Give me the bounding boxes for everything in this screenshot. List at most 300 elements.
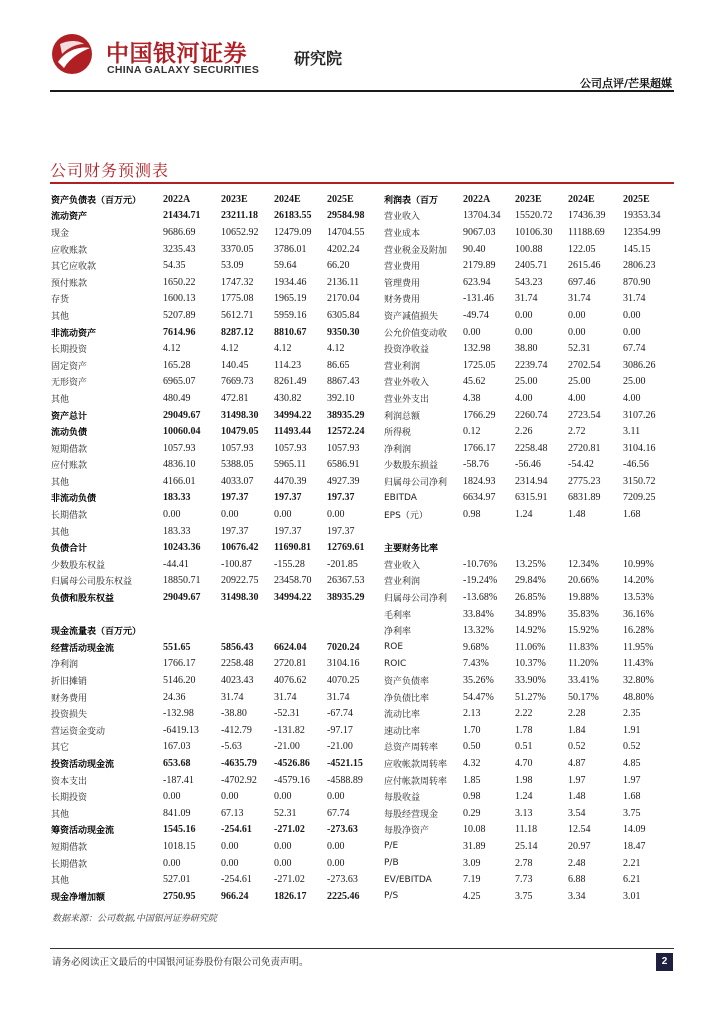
row-label: 资产负债率 — [384, 677, 430, 688]
cell-value: 7.19 — [463, 874, 481, 886]
cell-value: 18850.71 — [163, 575, 201, 587]
row-label: 营业收入 — [384, 212, 421, 223]
cell-value: -4579.16 — [274, 774, 310, 786]
table-row — [51, 506, 381, 523]
cell-value: 9350.30 — [327, 326, 360, 338]
cell-value: 19353.34 — [623, 210, 661, 222]
row-label: 所得税 — [384, 428, 412, 439]
cell-value: 0.12 — [463, 426, 481, 438]
cell-value: 1650.22 — [163, 276, 196, 288]
footer-disclaimer: 请务必阅读正文最后的中国银河证券股份有限公司免责声明。 — [52, 957, 309, 968]
row-label: 负债和股东权益 — [51, 594, 115, 605]
cell-value: 2314.94 — [515, 475, 548, 487]
row-label: EV/EBITDA — [384, 874, 432, 885]
cell-value: 870.90 — [623, 276, 651, 288]
row-label: 每股经营现金 — [384, 809, 439, 820]
cell-value: 6624.04 — [274, 641, 307, 653]
cell-value: 4470.39 — [274, 475, 307, 487]
cell-value: 0.00 — [568, 326, 586, 338]
cell-value: 1.85 — [463, 774, 481, 786]
right-financial-table — [384, 191, 674, 905]
cell-value: 2.26 — [515, 426, 533, 438]
cell-value: 2025E — [623, 193, 650, 205]
table-row — [384, 208, 674, 225]
cell-value: 2.28 — [568, 708, 586, 720]
page-number: 2 — [656, 953, 673, 971]
row-label: 折旧摊销 — [51, 677, 88, 688]
cell-value: 2723.54 — [568, 409, 601, 421]
cell-value: 9067.03 — [463, 226, 496, 238]
cell-value: 5388.05 — [221, 459, 254, 471]
cell-value: -52.31 — [274, 708, 300, 720]
row-label: 负债合计 — [51, 544, 88, 555]
cell-value: 132.98 — [463, 343, 491, 355]
cell-value: 2702.54 — [568, 359, 601, 371]
row-label: 每股收益 — [384, 793, 421, 804]
cell-value: 114.23 — [274, 359, 302, 371]
table-row — [51, 274, 381, 291]
cell-value: 35.26% — [463, 675, 494, 687]
cell-value: 100.88 — [515, 243, 543, 255]
cell-value: -4521.15 — [327, 757, 363, 769]
row-label: 营业费用 — [384, 262, 421, 273]
cell-value: 197.37 — [221, 492, 249, 504]
table-row — [384, 855, 674, 872]
cell-value: 14704.55 — [327, 226, 365, 238]
cell-value: 3104.16 — [327, 658, 360, 670]
cell-value: 26367.53 — [327, 575, 365, 587]
cell-value: 0.00 — [163, 509, 181, 521]
cell-value: 14.92% — [515, 625, 546, 637]
cell-value: 1747.32 — [221, 276, 254, 288]
cell-value: 86.65 — [327, 359, 350, 371]
cell-value: 10676.42 — [221, 542, 259, 554]
cell-value: 4.12 — [221, 343, 239, 355]
cell-value: 1775.08 — [221, 293, 254, 305]
cell-value: -97.17 — [327, 724, 353, 736]
cell-value: 0.00 — [515, 326, 533, 338]
cell-value: 0.00 — [568, 309, 586, 321]
cell-value — [327, 622, 381, 639]
cell-value: -58.76 — [463, 459, 489, 471]
cell-value: 32.80% — [623, 675, 654, 687]
cell-value: 4.12 — [274, 343, 292, 355]
table-row — [51, 705, 381, 722]
cell-value: 18.47 — [623, 840, 646, 852]
cell-value: 5207.89 — [163, 309, 196, 321]
cell-value: 0.00 — [327, 840, 345, 852]
cell-value: 4836.10 — [163, 459, 196, 471]
cell-value: 11.83% — [568, 641, 599, 653]
row-label: 净负债比率 — [384, 693, 430, 704]
row-label: 应收账款 — [51, 245, 88, 256]
cell-value: 6831.89 — [568, 492, 601, 504]
cell-value: 1725.05 — [463, 359, 496, 371]
cell-value: 0.00 — [623, 309, 641, 321]
cell-value: 17436.39 — [568, 210, 606, 222]
cell-value: 4.00 — [515, 392, 533, 404]
row-label: 长期投资 — [51, 793, 88, 804]
row-label: 无形资产 — [51, 378, 88, 389]
cell-value: 0.00 — [221, 509, 239, 521]
table-row — [51, 440, 381, 457]
cell-value: 12354.99 — [623, 226, 661, 238]
left-financial-table — [51, 191, 381, 905]
row-label: 其他 — [51, 311, 70, 322]
cell-value: 54.35 — [163, 260, 186, 272]
cell-value: 2258.48 — [515, 442, 548, 454]
cell-value: 67.74 — [623, 343, 646, 355]
cell-value: 183.33 — [163, 525, 191, 537]
cell-value: -10.76% — [463, 558, 498, 570]
cell-value: 4076.62 — [274, 675, 307, 687]
cell-value: -271.02 — [274, 874, 305, 886]
table-row — [384, 523, 674, 540]
table-row — [384, 639, 674, 656]
cell-value: 11.06% — [515, 641, 546, 653]
cell-value: 10.08 — [463, 824, 486, 836]
cell-value: -4526.86 — [274, 757, 310, 769]
cell-value: 0.00 — [274, 857, 292, 869]
row-label: 应付帐款周转率 — [384, 776, 448, 787]
cell-value: 4927.39 — [327, 475, 360, 487]
table-row — [51, 556, 381, 573]
cell-value: -131.82 — [274, 724, 305, 736]
cell-value: 165.28 — [163, 359, 191, 371]
cell-value: 0.00 — [274, 791, 292, 803]
cell-value: 35.83% — [568, 608, 599, 620]
row-label: 其他 — [51, 527, 70, 538]
row-label: 财务费用 — [384, 295, 421, 306]
cell-value: 1.98 — [515, 774, 533, 786]
table-row — [51, 855, 381, 872]
row-label: 营业成本 — [384, 228, 421, 239]
table-row — [51, 755, 381, 772]
table-row — [51, 357, 381, 374]
cell-value: 31498.30 — [221, 592, 259, 604]
cell-value: 10060.04 — [163, 426, 201, 438]
table-row — [51, 722, 381, 739]
cell-value: 0.00 — [623, 326, 641, 338]
cell-value: 0.98 — [463, 509, 481, 521]
table-row — [51, 208, 381, 225]
cell-value — [163, 606, 221, 623]
row-label: 现金 — [51, 228, 70, 239]
cell-value: 11690.81 — [274, 542, 311, 554]
table-row — [384, 705, 674, 722]
cell-value: 24.36 — [163, 691, 186, 703]
cell-value: 197.37 — [327, 492, 355, 504]
cell-value: -67.74 — [327, 708, 353, 720]
cell-value: 6586.91 — [327, 459, 360, 471]
table-row — [384, 274, 674, 291]
cell-value: 3.75 — [515, 890, 533, 902]
table-row — [384, 423, 674, 440]
cell-value: 9.68% — [463, 641, 489, 653]
cell-value: 31.74 — [515, 293, 538, 305]
table-row — [51, 871, 381, 888]
row-label: 资产负债表（百万元） — [51, 195, 142, 206]
cell-value: 10106.30 — [515, 226, 553, 238]
cell-value: -38.80 — [221, 708, 247, 720]
table-row — [384, 440, 674, 457]
cell-value: 2024E — [568, 193, 595, 205]
cell-value: 7.43% — [463, 658, 489, 670]
cell-value: 52.31 — [274, 807, 297, 819]
cell-value: 4.00 — [568, 392, 586, 404]
cell-value: 7614.96 — [163, 326, 196, 338]
cell-value: 1934.46 — [274, 276, 307, 288]
row-label: 存货 — [51, 295, 70, 306]
cell-value: 11.95% — [623, 641, 654, 653]
cell-value: 12769.61 — [327, 542, 365, 554]
cell-value: 51.27% — [515, 691, 546, 703]
cell-value: -6419.13 — [163, 724, 199, 736]
table-row — [51, 423, 381, 440]
row-label: 营业外支出 — [384, 394, 430, 405]
cell-value: 16.28% — [623, 625, 654, 637]
cell-value: 1766.17 — [163, 658, 196, 670]
cell-value: 4166.01 — [163, 475, 196, 487]
cell-value — [623, 539, 674, 556]
cell-value — [463, 523, 515, 540]
cell-value: 11188.69 — [568, 226, 605, 238]
cell-value: 19.88% — [568, 592, 599, 604]
cell-value: 2720.81 — [568, 442, 601, 454]
cell-value: 1.24 — [515, 791, 533, 803]
row-label: 非流动负债 — [51, 494, 97, 505]
cell-value: 0.00 — [163, 791, 181, 803]
cell-value: 11.20% — [568, 658, 599, 670]
cell-value: -273.63 — [327, 824, 358, 836]
table-row — [384, 539, 674, 556]
section-title: 公司财务预测表 — [50, 161, 170, 180]
cell-value: 7669.73 — [221, 376, 254, 388]
cell-value — [221, 622, 274, 639]
cell-value: 38935.29 — [327, 592, 365, 604]
cell-value: 1.97 — [623, 774, 641, 786]
row-label: 其它应收款 — [51, 262, 97, 273]
table-row — [384, 622, 674, 639]
table-row — [51, 606, 381, 623]
table-row — [384, 689, 674, 706]
table-row — [51, 523, 381, 540]
table-row — [384, 291, 674, 308]
table-row — [384, 374, 674, 391]
table-row — [51, 539, 381, 556]
cell-value: 14.20% — [623, 575, 654, 587]
cell-value: 8867.43 — [327, 376, 360, 388]
cell-value: 29049.67 — [163, 409, 201, 421]
row-label: 毛利率 — [384, 610, 412, 621]
cell-value: 1965.19 — [274, 293, 307, 305]
cell-value: 48.80% — [623, 691, 654, 703]
row-label: 速动比率 — [384, 726, 421, 737]
cell-value: 8287.12 — [221, 326, 254, 338]
row-label: 每股净资产 — [384, 826, 430, 837]
cell-value: 3235.43 — [163, 243, 196, 255]
cell-value: 5146.20 — [163, 675, 196, 687]
cell-value: 31.74 — [274, 691, 297, 703]
cell-value: 20.66% — [568, 575, 599, 587]
cell-value — [274, 622, 327, 639]
cell-value — [568, 539, 623, 556]
row-label: 长期投资 — [51, 345, 88, 356]
cell-value: 7209.25 — [623, 492, 656, 504]
table-row — [384, 191, 674, 208]
cell-value: 13704.34 — [463, 210, 501, 222]
cell-value: 3107.26 — [623, 409, 656, 421]
row-label: 营运资金变动 — [51, 726, 106, 737]
cell-value: 25.14 — [515, 840, 538, 852]
cell-value: 31.74 — [327, 691, 350, 703]
row-label: 投资净收益 — [384, 345, 430, 356]
row-label: 财务费用 — [51, 693, 88, 704]
cell-value: 3086.26 — [623, 359, 656, 371]
cell-value — [327, 606, 381, 623]
row-label: P/E — [384, 841, 399, 852]
table-row — [384, 390, 674, 407]
cell-value — [163, 622, 221, 639]
cell-value: 34994.22 — [274, 592, 312, 604]
table-row — [51, 291, 381, 308]
cell-value: 33.41% — [568, 675, 599, 687]
cell-value: 21434.71 — [163, 210, 201, 222]
cell-value: 2258.48 — [221, 658, 254, 670]
cell-value: -44.41 — [163, 558, 189, 570]
table-row — [51, 639, 381, 656]
table-row — [51, 407, 381, 424]
cell-value: 472.81 — [221, 392, 249, 404]
cell-value: 4.00 — [623, 392, 641, 404]
table-row — [51, 772, 381, 789]
cell-value — [623, 523, 674, 540]
cell-value: 1824.93 — [463, 475, 496, 487]
cell-value: 527.01 — [163, 874, 191, 886]
cell-value: -131.46 — [463, 293, 494, 305]
cell-value: 34.89% — [515, 608, 546, 620]
cell-value: -100.87 — [221, 558, 252, 570]
table-row — [51, 838, 381, 855]
cell-value: 167.03 — [163, 741, 191, 753]
table-row — [51, 589, 381, 606]
row-label: 其他 — [51, 394, 70, 405]
cell-value: 3.13 — [515, 807, 533, 819]
cell-value: 0.52 — [568, 741, 586, 753]
cell-value: 2405.71 — [515, 260, 548, 272]
cell-value — [274, 606, 327, 623]
cell-value: -132.98 — [163, 708, 194, 720]
cell-value: 25.00 — [568, 376, 591, 388]
row-label: 短期借款 — [51, 842, 88, 853]
cell-value: 4.38 — [463, 392, 481, 404]
cell-value: 841.09 — [163, 807, 191, 819]
table-row — [51, 490, 381, 507]
row-label: 公允价值变动收 — [384, 328, 448, 339]
cell-value: 23458.70 — [274, 575, 312, 587]
row-label: 资本支出 — [51, 776, 88, 787]
cell-value: 2615.46 — [568, 260, 601, 272]
row-label: 预付账款 — [51, 278, 88, 289]
cell-value: 1.70 — [463, 724, 481, 736]
cell-value: 5965.11 — [274, 459, 307, 471]
cell-value: 53.09 — [221, 260, 244, 272]
cell-value: 543.23 — [515, 276, 543, 288]
cell-value: 4070.25 — [327, 675, 360, 687]
cell-value: 0.52 — [623, 741, 641, 753]
cell-value: 1.68 — [623, 791, 641, 803]
cell-value: -201.85 — [327, 558, 358, 570]
row-label: 应付账款 — [51, 461, 88, 472]
cell-value: 90.40 — [463, 243, 486, 255]
cell-value: 6634.97 — [463, 492, 496, 504]
cell-value: 1766.17 — [463, 442, 496, 454]
footer-divider — [50, 948, 674, 949]
cell-value: 1.97 — [568, 774, 586, 786]
cell-value: 4.85 — [623, 757, 641, 769]
table-row — [51, 457, 381, 474]
table-row — [384, 324, 674, 341]
cell-value: -412.79 — [221, 724, 252, 736]
cell-value: -155.28 — [274, 558, 305, 570]
cell-value: 0.29 — [463, 807, 481, 819]
cell-value: 2.78 — [515, 857, 533, 869]
table-row — [384, 888, 674, 905]
table-row — [384, 307, 674, 324]
cell-value: 197.37 — [274, 492, 302, 504]
cell-value: 4.87 — [568, 757, 586, 769]
table-row — [384, 257, 674, 274]
cell-value: 0.00 — [327, 791, 345, 803]
cell-value: 3370.05 — [221, 243, 254, 255]
table-row — [51, 340, 381, 357]
cell-value: 0.00 — [327, 857, 345, 869]
cell-value: 1766.29 — [463, 409, 496, 421]
cell-value: 1.48 — [568, 791, 586, 803]
cell-value: 145.15 — [623, 243, 651, 255]
table-row — [384, 739, 674, 756]
cell-value: 2.21 — [623, 857, 641, 869]
cell-value: 8810.67 — [274, 326, 307, 338]
cell-value: 0.00 — [274, 509, 292, 521]
cell-value: 29584.98 — [327, 210, 365, 222]
cell-value: 6.21 — [623, 874, 641, 886]
cell-value: 7020.24 — [327, 641, 360, 653]
table-row — [51, 241, 381, 258]
cell-value: -254.61 — [221, 874, 252, 886]
cell-value: 2750.95 — [163, 890, 196, 902]
cell-value: 20922.75 — [221, 575, 259, 587]
cell-value: 1.24 — [515, 509, 533, 521]
cell-value: -4588.89 — [327, 774, 363, 786]
table-row — [384, 457, 674, 474]
cell-value: 197.37 — [221, 525, 249, 537]
row-label: 净利润 — [51, 660, 79, 671]
galaxy-logo-icon — [50, 32, 94, 76]
cell-value: 45.62 — [463, 376, 486, 388]
table-row — [384, 473, 674, 490]
cell-value: 5856.43 — [221, 641, 254, 653]
cell-value: 54.47% — [463, 691, 494, 703]
logo-chinese-name: 中国银河证券 — [106, 41, 247, 67]
cell-value: 31.74 — [568, 293, 591, 305]
row-label: 资产总计 — [51, 411, 88, 422]
row-label: 主要财务比率 — [384, 544, 439, 555]
row-label: 营业利润 — [384, 361, 421, 372]
cell-value: 1600.13 — [163, 293, 196, 305]
cell-value: 2.48 — [568, 857, 586, 869]
cell-value: 4.70 — [515, 757, 533, 769]
